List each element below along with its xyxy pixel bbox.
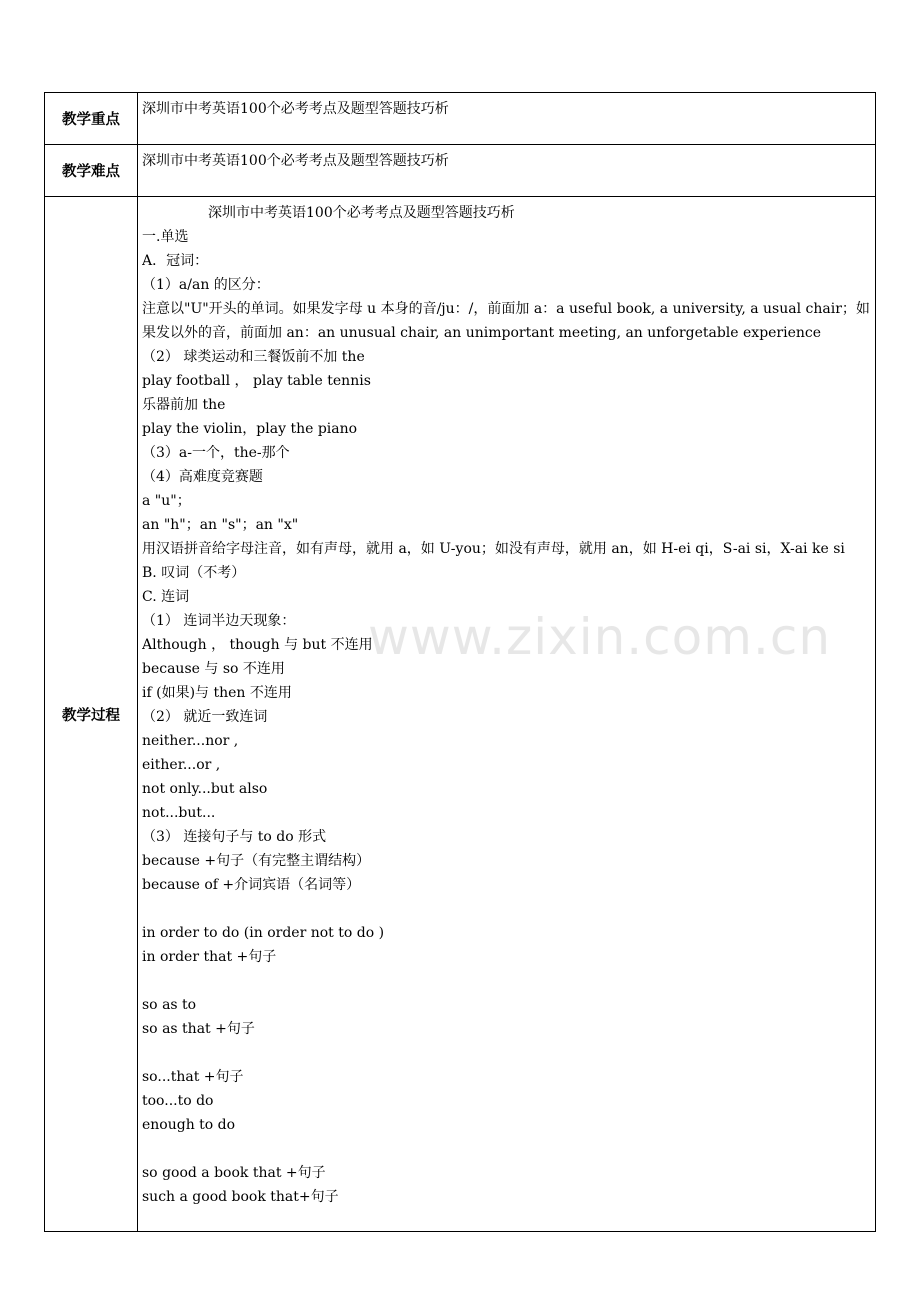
process-line: 一.单选 <box>142 229 189 245</box>
process-content <box>138 197 876 1232</box>
process-line: because +句子（有完整主谓结构） <box>142 853 371 869</box>
process-line: either...or , <box>142 757 221 773</box>
process-line: play football ， play table tennis <box>142 373 371 389</box>
blank-line <box>142 1041 871 1065</box>
process-line: in order to do (in order not to do ) <box>142 925 385 941</box>
process-line: （2） 就近一致连词 <box>142 709 268 725</box>
process-line: so good a book that +句子 <box>142 1165 326 1181</box>
process-line: so as that +句子 <box>142 1021 255 1037</box>
process-line: because 与 so 不连用 <box>142 661 285 677</box>
key-point-label: 教学重点 <box>45 93 138 145</box>
blank-line <box>142 969 871 993</box>
key-point-row <box>45 93 876 145</box>
process-line: because of +介词宾语（名词等） <box>142 877 361 893</box>
difficulty-row <box>45 145 876 197</box>
process-line: 乐器前加 the <box>142 397 226 413</box>
process-line: （2） 球类运动和三餐饭前不加 the <box>142 349 365 365</box>
process-line: A．冠词： <box>142 253 209 269</box>
difficulty-label: 教学难点 <box>45 145 138 197</box>
key-point-text: 深圳市中考英语100个必考考点及题型答题技巧析 <box>138 93 876 145</box>
process-line: such a good book that+句子 <box>142 1189 339 1205</box>
watermark-text: www.zixin.com.cn <box>368 608 832 666</box>
process-line: not...but... <box>142 805 216 821</box>
process-line: （1）a/an 的区分： <box>142 277 270 293</box>
blank-line <box>142 1137 871 1161</box>
process-line: C. 连词 <box>142 589 190 605</box>
lesson-plan-table <box>44 92 876 1232</box>
process-line: 注意以"U"开头的单词。如果发字母 u 本身的音/ju：/，前面加 a：a useful book, a university, a usual chair；如果发以外的音，前面加 an：an unusual chair, an unimportant meeting, an unforgetable experience <box>142 301 870 341</box>
process-line: （3）a-一个，the-那个 <box>142 445 290 461</box>
process-line: so...that +句子 <box>142 1069 244 1085</box>
process-line: not only...but also <box>142 781 268 797</box>
process-line: neither...nor , <box>142 733 239 749</box>
difficulty-text: 深圳市中考英语100个必考考点及题型答题技巧析 <box>138 145 876 197</box>
process-line: an "h"；an "s"；an "x" <box>142 517 299 533</box>
process-line: （1） 连词半边天现象： <box>142 613 296 629</box>
process-line: in order that +句子 <box>142 949 277 965</box>
process-lines <box>142 225 871 1209</box>
process-row <box>45 197 876 1232</box>
process-line: so as to <box>142 997 197 1013</box>
process-line: Although ， though 与 but 不连用 <box>142 637 373 653</box>
blank-line <box>142 897 871 921</box>
process-line: too...to do <box>142 1093 214 1109</box>
process-line: play the violin，play the piano <box>142 421 358 437</box>
process-line: a "u"； <box>142 493 191 509</box>
process-label: 教学过程 <box>45 197 138 1232</box>
process-title: 深圳市中考英语100个必考考点及题型答题技巧析 <box>208 205 515 221</box>
process-line: if (如果)与 then 不连用 <box>142 685 292 701</box>
process-line: B. 叹词（不考） <box>142 565 246 581</box>
process-line: （3） 连接句子与 to do 形式 <box>142 829 327 845</box>
process-line: （4）高难度竞赛题 <box>142 469 263 485</box>
process-line: 用汉语拼音给字母注音，如有声母，就用 a，如 U-you；如没有声母，就用 an，如 H-ei qi，S-ai si，X-ai ke si <box>142 541 845 557</box>
process-line: enough to do <box>142 1117 236 1133</box>
